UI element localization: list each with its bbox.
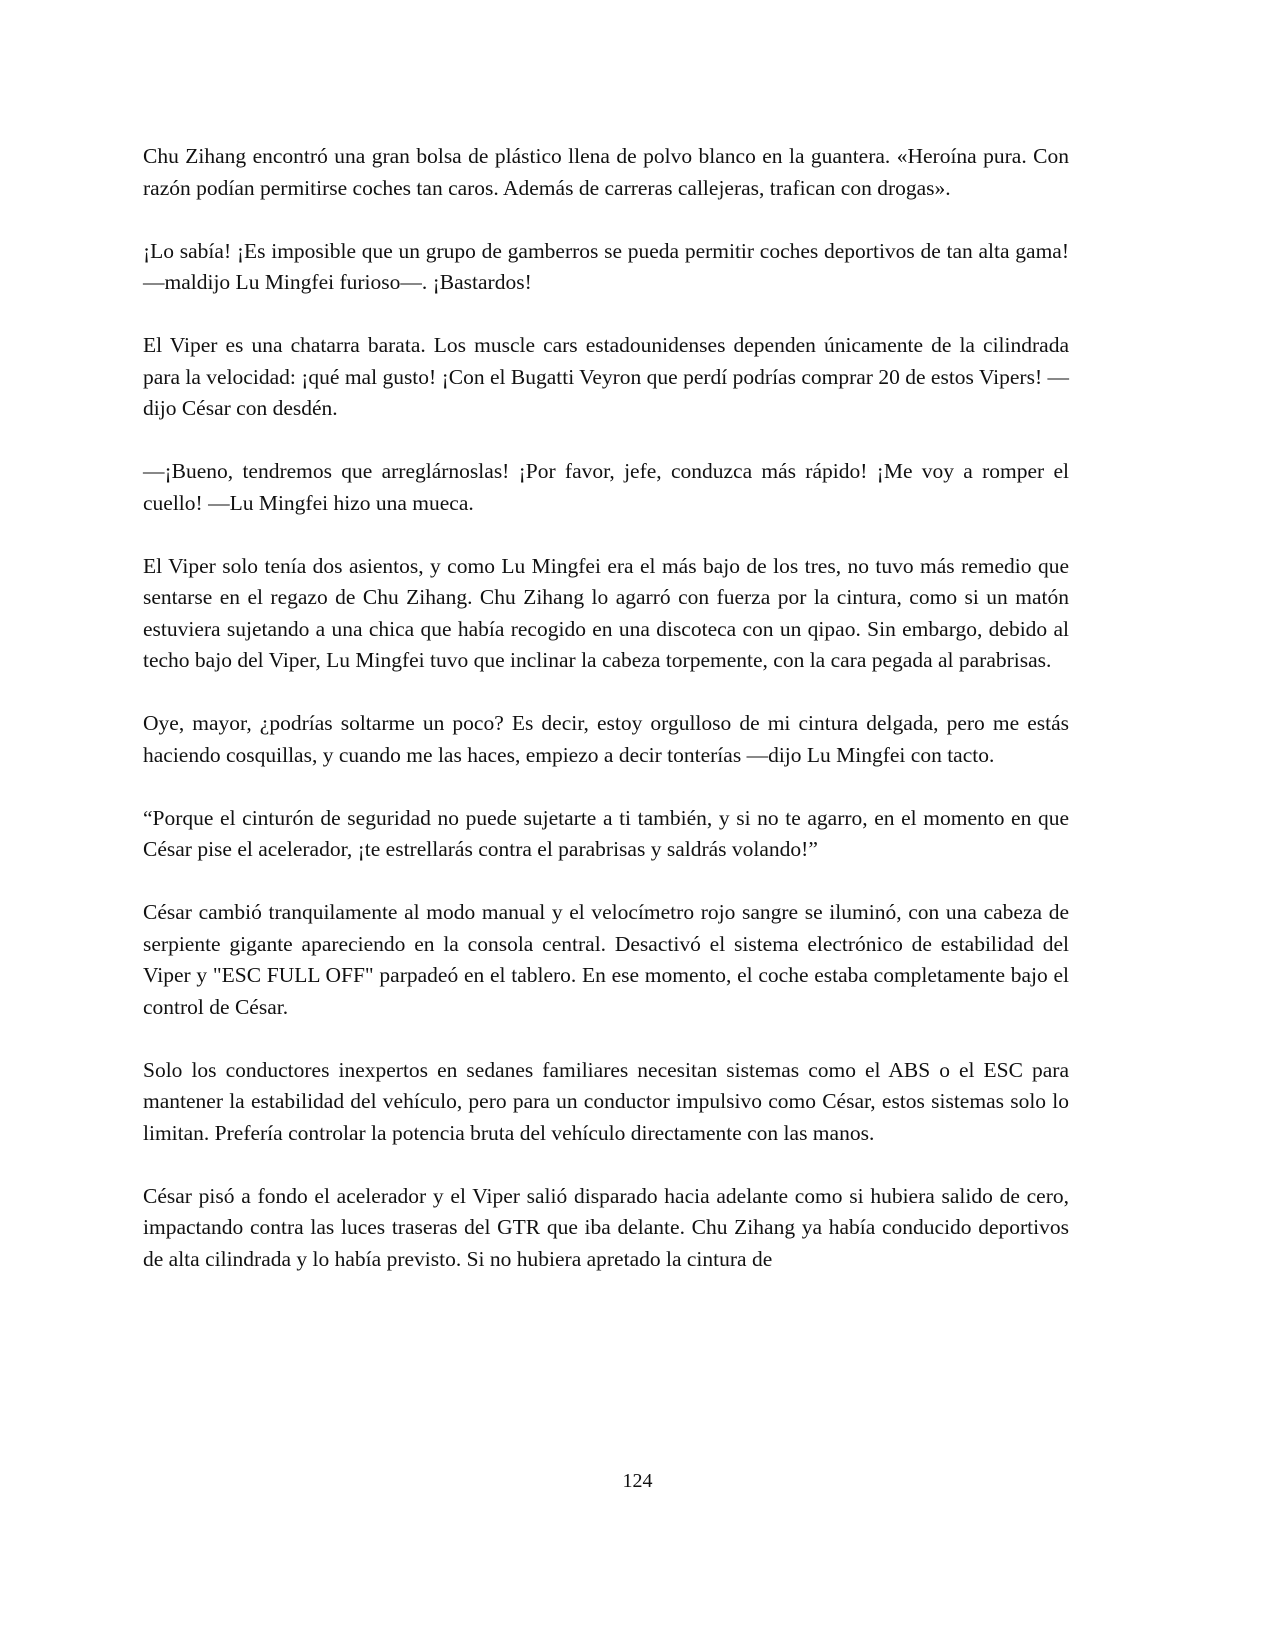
paragraph: —¡Bueno, tendremos que arreglárnoslas! ¡Por favor, jefe, conduzca más rápido! ¡Me voy a romper el cuello! —Lu Mingfei hizo una mueca. <box>143 459 1069 515</box>
paragraph: César cambió tranquilamente al modo manual y el velocímetro rojo sangre se iluminó, con una cabeza de serpiente gigante apareciendo en la consola central. Desactivó el sistema electrónico de estabilidad del Viper y "ESC FULL OFF" parpadeó en el tablero. En ese momento, el coche estaba completamente bajo el control de César. <box>143 900 1069 1019</box>
page-body <box>143 141 1069 1307</box>
paragraph: Chu Zihang encontró una gran bolsa de plástico llena de polvo blanco en la guantera. «Heroína pura. Con razón podían permitirse coches tan caros. Además de carreras callejeras, trafican con drogas». <box>143 144 1069 200</box>
paragraph: Oye, mayor, ¿podrías soltarme un poco? Es decir, estoy orgulloso de mi cintura delgada, pero me estás haciendo cosquillas, y cuando me las haces, empiezo a decir tonterías —dijo Lu Mingfei con tacto. <box>143 711 1069 767</box>
paragraph: “Porque el cinturón de seguridad no puede sujetarte a ti también, y si no te agarro, en el momento en que César pise el acelerador, ¡te estrellarás contra el parabrisas y saldrás volando!” <box>143 805 1069 861</box>
paragraph: El Viper solo tenía dos asientos, y como Lu Mingfei era el más bajo de los tres, no tuvo más remedio que sentarse en el regazo de Chu Zihang. Chu Zihang lo agarró con fuerza por la cintura, como si un matón estuviera sujetando a una chica que había recogido en una discoteca con un qipao. Sin embargo, debido al techo bajo del Viper, Lu Mingfei tuvo que inclinar la cabeza torpemente, con la cara pegada al parabrisas. <box>143 553 1069 672</box>
page-number: 124 <box>622 1470 653 1492</box>
paragraph: El Viper es una chatarra barata. Los muscle cars estadounidenses dependen únicamente de la cilindrada para la velocidad: ¡qué mal gusto! ¡Con el Bugatti Veyron que perdí podrías comprar 20 de estos Vipers! —dijo César con desdén. <box>143 333 1069 420</box>
paragraph: César pisó a fondo el acelerador y el Viper salió disparado hacia adelante como si hubiera salido de cero, impactando contra las luces traseras del GTR que iba delante. Chu Zihang ya había conducido deportivos de alta cilindrada y lo había previsto. Si no hubiera apretado la cintura de <box>143 1183 1069 1271</box>
paragraph: ¡Lo sabía! ¡Es imposible que un grupo de gamberros se pueda permitir coches deportivos de tan alta gama! —maldijo Lu Mingfei furioso—. ¡Bastardos! <box>143 238 1069 294</box>
paragraph: Solo los conductores inexpertos en sedanes familiares necesitan sistemas como el ABS o el ESC para mantener la estabilidad del vehículo, pero para un conductor impulsivo como César, estos sistemas solo lo limitan. Prefería controlar la potencia bruta del vehículo directamente con las manos. <box>143 1057 1069 1145</box>
